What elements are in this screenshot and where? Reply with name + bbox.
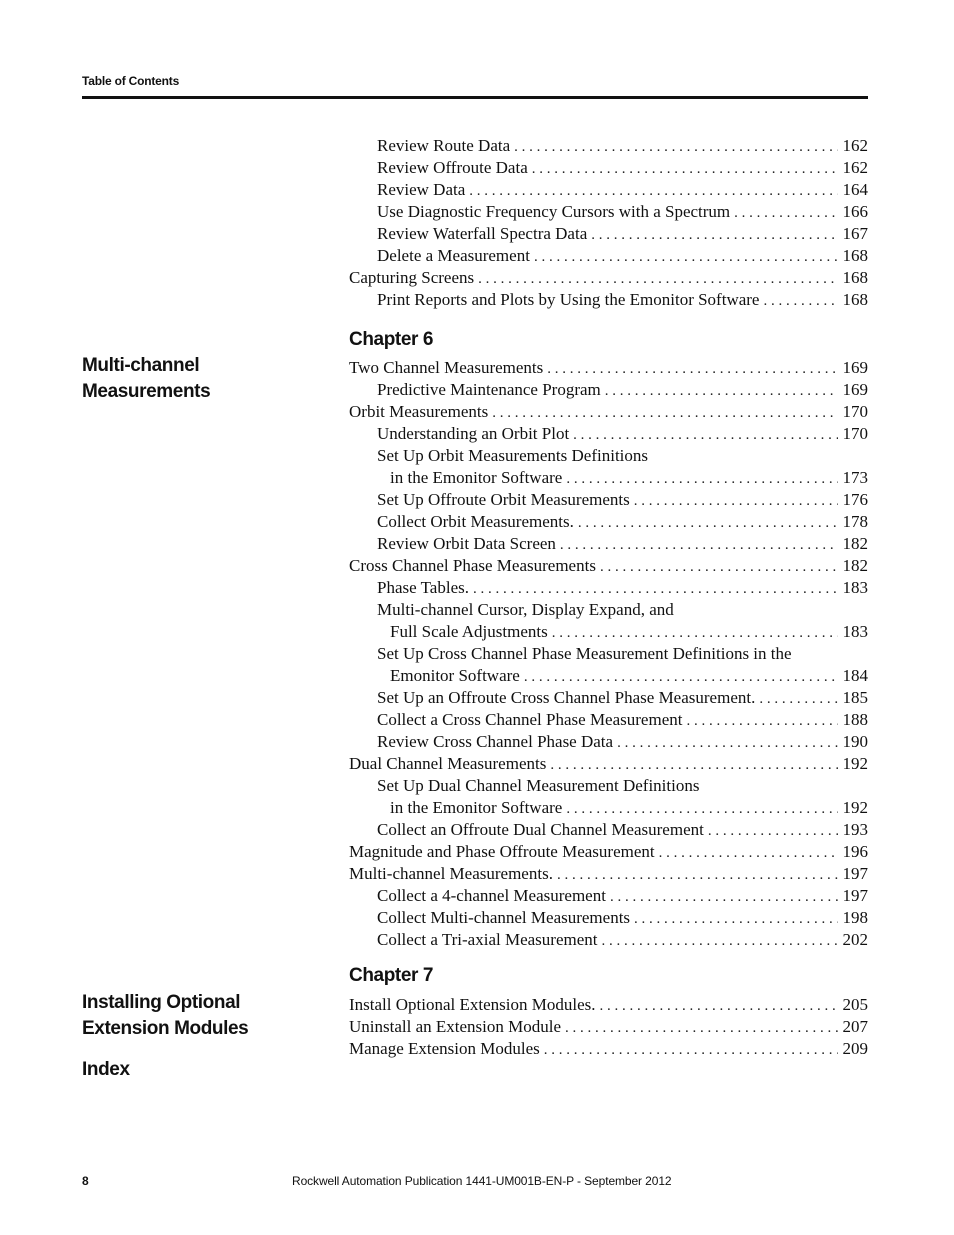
dot-leader <box>478 268 838 290</box>
dot-leader <box>544 1039 838 1061</box>
dot-leader <box>599 995 838 1017</box>
toc-entry-title: Cross Channel Phase Measurements <box>349 556 596 575</box>
toc-entry-title: Review Waterfall Spectra Data <box>377 224 588 243</box>
toc-entry[interactable] <box>349 994 868 1016</box>
toc-entry[interactable] <box>349 643 868 665</box>
toc-entry[interactable] <box>349 841 868 863</box>
toc-entry[interactable] <box>349 775 868 797</box>
dot-leader <box>610 886 838 908</box>
toc-entry-title: Capturing Screens <box>349 268 475 287</box>
dot-leader <box>566 798 838 820</box>
dot-leader <box>565 1017 838 1039</box>
toc-entry[interactable] <box>349 445 868 467</box>
chapter-7-title[interactable]: Installing Optional Extension Modules <box>82 992 249 1039</box>
dot-leader <box>734 202 838 224</box>
toc-entry-title: Understanding an Orbit Plot <box>377 424 570 443</box>
toc-entry-page: 188 <box>842 710 868 729</box>
header-rule <box>82 96 868 99</box>
toc-entry[interactable] <box>349 577 868 599</box>
toc-entry-title: Phase Tables. <box>377 578 469 597</box>
dot-leader <box>550 754 838 776</box>
dot-leader <box>469 180 838 202</box>
toc-entry-title: Predictive Maintenance Program <box>377 380 601 399</box>
toc-entry-page: 162 <box>842 158 868 177</box>
toc-entry-title: Collect Multi-channel Measurements <box>377 908 631 927</box>
toc-entry-page: 168 <box>842 268 868 287</box>
toc-entry-title: Full Scale Adjustments <box>390 622 548 641</box>
dot-leader <box>659 842 838 864</box>
toc-entry-title: in the Emonitor Software <box>390 468 563 487</box>
toc-entry-page: 178 <box>842 512 868 531</box>
toc-list-chapter-6 <box>349 357 868 951</box>
toc-entry-page: 164 <box>842 180 868 199</box>
toc-entry[interactable] <box>349 863 868 885</box>
toc-entry[interactable] <box>349 511 868 533</box>
toc-entry-title: Review Data <box>377 180 466 199</box>
toc-entry-page: 170 <box>842 424 868 443</box>
dot-leader <box>532 158 838 180</box>
toc-entry[interactable] <box>349 709 868 731</box>
dot-leader <box>708 820 838 842</box>
toc-entry-page: 205 <box>842 995 868 1014</box>
toc-entry[interactable] <box>349 621 868 643</box>
dot-leader <box>617 732 838 754</box>
toc-entry-title: Review Offroute Data <box>377 158 528 177</box>
toc-entry-title: Set Up an Offroute Cross Channel Phase Measurement. <box>377 688 756 707</box>
toc-entry[interactable] <box>349 665 868 687</box>
toc-entry-page: 169 <box>842 358 868 377</box>
toc-entry-page: 167 <box>842 224 868 243</box>
chapter-7-label: Chapter 7 <box>349 965 434 986</box>
toc-entry-page: 202 <box>842 930 868 949</box>
toc-entry[interactable] <box>349 907 868 929</box>
toc-entry-page: 168 <box>842 290 868 309</box>
toc-entry-title: Collect a Cross Channel Phase Measurement <box>377 710 683 729</box>
toc-entry-page: 182 <box>842 534 868 553</box>
toc-entry-title: Dual Channel Measurements <box>349 754 547 773</box>
toc-list-chapter-7 <box>349 994 868 1060</box>
dot-leader <box>566 468 838 490</box>
toc-entry[interactable] <box>349 1016 868 1038</box>
toc-entry-title: Collect a 4-channel Measurement <box>377 886 606 905</box>
toc-entry-page: 207 <box>842 1017 868 1036</box>
toc-entry-page: 190 <box>842 732 868 751</box>
page-number: 8 <box>82 1174 89 1188</box>
toc-entry-page: 182 <box>842 556 868 575</box>
dot-leader <box>534 246 838 268</box>
toc-entry-page: 197 <box>842 864 868 883</box>
dot-leader <box>547 358 838 380</box>
toc-entry-title: Delete a Measurement <box>377 246 530 265</box>
toc-entry-title: Review Route Data <box>377 136 511 155</box>
toc-entry[interactable] <box>349 819 868 841</box>
toc-entry[interactable] <box>349 201 868 223</box>
dot-leader <box>573 424 838 446</box>
toc-entry-page: 193 <box>842 820 868 839</box>
dot-leader <box>600 556 838 578</box>
publication-info: Rockwell Automation Publication 1441-UM001B-EN-P - September 2012 <box>292 1174 672 1188</box>
toc-entry-page: 198 <box>842 908 868 927</box>
toc-entry[interactable] <box>349 885 868 907</box>
toc-entry-page: 183 <box>842 578 868 597</box>
toc-entry[interactable] <box>349 731 868 753</box>
toc-entry-title: Print Reports and Plots by Using the Emonitor Software <box>377 290 760 309</box>
toc-entry[interactable] <box>349 179 868 201</box>
toc-entry[interactable] <box>349 357 868 379</box>
toc-entry-title: Multi-channel Measurements. <box>349 864 553 883</box>
dot-leader <box>514 136 838 158</box>
toc-entry-title: Use Diagnostic Frequency Cursors with a Spectrum <box>377 202 731 221</box>
toc-entry[interactable] <box>349 379 868 401</box>
dot-leader <box>634 490 838 512</box>
dot-leader <box>591 224 838 246</box>
dot-leader <box>552 622 838 644</box>
toc-entry-title: Two Channel Measurements <box>349 358 544 377</box>
toc-entry[interactable] <box>349 289 868 311</box>
toc-entry[interactable] <box>349 157 868 179</box>
toc-entry[interactable] <box>349 555 868 577</box>
toc-entry-page: 185 <box>842 688 868 707</box>
toc-entry-page: 209 <box>842 1039 868 1058</box>
toc-entry[interactable] <box>349 1038 868 1060</box>
toc-entry-page: 197 <box>842 886 868 905</box>
toc-entry[interactable] <box>349 223 868 245</box>
toc-entry[interactable] <box>349 687 868 709</box>
toc-entry-title: Set Up Orbit Measurements Definitions <box>377 446 649 465</box>
chapter-6-title[interactable]: Multi-channel Measurements <box>82 355 211 402</box>
toc-entry-page: 169 <box>842 380 868 399</box>
dot-leader <box>557 864 838 886</box>
toc-list-continued <box>349 135 868 311</box>
dot-leader <box>492 402 838 424</box>
chapter-6-label: Chapter 6 <box>349 329 434 350</box>
dot-leader <box>473 578 838 600</box>
toc-entry[interactable] <box>349 929 868 951</box>
toc-entry[interactable] <box>349 423 868 445</box>
toc-entry[interactable] <box>349 533 868 555</box>
toc-entry-title: Review Orbit Data Screen <box>377 534 556 553</box>
dot-leader <box>578 512 838 534</box>
toc-entry-page: 192 <box>842 798 868 817</box>
dot-leader <box>524 666 838 688</box>
toc-entry-title: Emonitor Software <box>390 666 520 685</box>
toc-entry[interactable] <box>349 135 868 157</box>
toc-entry-page: 170 <box>842 402 868 421</box>
running-header: Table of Contents <box>82 74 180 88</box>
toc-entry-page: 192 <box>842 754 868 773</box>
toc-entry[interactable] <box>349 753 868 775</box>
toc-entry-page: 196 <box>842 842 868 861</box>
toc-entry-title: Collect Orbit Measurements. <box>377 512 574 531</box>
toc-entry-title: Uninstall an Extension Module <box>349 1017 562 1036</box>
toc-entry-page: 162 <box>842 136 868 155</box>
toc-entry-title: Review Cross Channel Phase Data <box>377 732 614 751</box>
dot-leader <box>605 380 838 402</box>
toc-entry-title: Manage Extension Modules <box>349 1039 540 1058</box>
toc-entry[interactable] <box>349 467 868 489</box>
toc-entry-title: Set Up Cross Channel Phase Measurement Definitions in the <box>377 644 792 663</box>
toc-entry-title: in the Emonitor Software <box>390 798 563 817</box>
toc-entry[interactable] <box>349 267 868 289</box>
toc-entry-title: Collect an Offroute Dual Channel Measurement <box>377 820 704 839</box>
dot-leader <box>686 710 838 732</box>
toc-entry-page: 183 <box>842 622 868 641</box>
dot-leader <box>759 688 838 710</box>
dot-leader <box>634 908 838 930</box>
toc-entry[interactable] <box>349 401 868 423</box>
toc-entry-title: Collect a Tri-axial Measurement <box>377 930 598 949</box>
toc-entry-title: Set Up Offroute Orbit Measurements <box>377 490 630 509</box>
toc-entry-page: 173 <box>842 468 868 487</box>
toc-entry[interactable] <box>349 489 868 511</box>
toc-entry-page: 166 <box>842 202 868 221</box>
toc-entry-title: Set Up Dual Channel Measurement Definitions <box>377 776 700 795</box>
dot-leader <box>763 290 838 312</box>
toc-entry-page: 184 <box>842 666 868 685</box>
dot-leader <box>601 930 838 952</box>
toc-entry[interactable] <box>349 245 868 267</box>
toc-entry-page: 168 <box>842 246 868 265</box>
toc-entry-title: Orbit Measurements <box>349 402 489 421</box>
toc-entry[interactable] <box>349 797 868 819</box>
toc-entry[interactable] <box>349 599 868 621</box>
toc-entry-title: Magnitude and Phase Offroute Measurement <box>349 842 655 861</box>
index-title[interactable]: Index <box>82 1059 130 1080</box>
toc-entry-page: 176 <box>842 490 868 509</box>
dot-leader <box>560 534 838 556</box>
toc-entry-title: Install Optional Extension Modules. <box>349 995 596 1014</box>
toc-entry-title: Multi-channel Cursor, Display Expand, and <box>377 600 674 619</box>
